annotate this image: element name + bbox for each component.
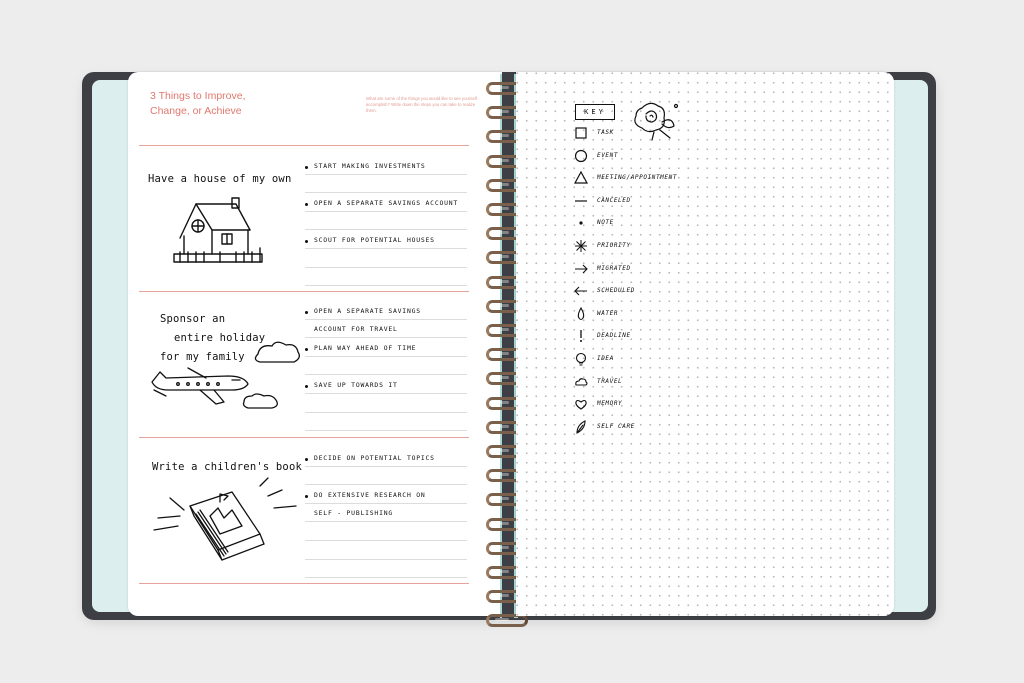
heart-icon	[573, 396, 589, 412]
section-divider	[139, 583, 469, 584]
step-row	[305, 320, 467, 339]
spiral-ring	[486, 614, 528, 627]
asterisk-icon	[573, 238, 589, 254]
key-item-label: PRIORITY	[597, 242, 631, 249]
bullet-icon	[305, 348, 308, 351]
bullet-icon	[305, 458, 308, 461]
step-text: DECIDE ON POTENTIAL TOPICS	[314, 453, 435, 462]
step-row	[305, 249, 467, 268]
step-row	[305, 357, 467, 376]
airplane-sketch	[148, 340, 303, 415]
goal-title-line: Write a children's book	[152, 461, 302, 473]
key-item-label: EVENT	[597, 151, 619, 159]
key-item-label: TRAVEL	[597, 377, 623, 385]
step-row	[305, 560, 467, 579]
step-text: ACCOUNT FOR TRAVEL	[314, 325, 398, 334]
step-row	[305, 301, 467, 320]
goal-steps	[305, 156, 467, 286]
step-text: SAVE UP TOWARDS IT	[314, 380, 398, 389]
drop-icon	[573, 306, 589, 322]
triangle-icon	[573, 170, 589, 186]
page-prompt: What are some of the things you would like to see yourself accomplish? Write down the steps you can take to realize them.	[366, 96, 478, 113]
key-item-label: CANCELED	[597, 196, 631, 204]
goal-title-line: Sponsor an	[160, 313, 226, 325]
exclamation-icon	[573, 328, 589, 344]
step-row	[305, 156, 467, 175]
step-row	[305, 375, 467, 394]
goal-title-line: Have a house of my own	[148, 173, 292, 185]
step-row	[305, 485, 467, 504]
goal-title-line: entire holiday	[174, 332, 266, 344]
inner-lining-left	[92, 80, 132, 612]
key-item	[573, 148, 723, 164]
key-item-label: TASK	[597, 129, 614, 136]
arrow-right-icon	[573, 261, 589, 277]
step-row	[305, 522, 467, 541]
section-divider	[139, 437, 469, 438]
bullet-icon	[305, 311, 308, 314]
step-row	[305, 448, 467, 467]
key-item	[573, 374, 723, 390]
page-title-line-2: Change, or Achieve	[150, 105, 242, 117]
step-text: DO EXTENSIVE RESEARCH ON	[314, 490, 426, 499]
goal-steps	[305, 448, 467, 578]
key-item	[573, 170, 723, 186]
goal-title	[148, 173, 291, 185]
key-item	[573, 238, 723, 254]
house-sketch	[170, 196, 266, 268]
key-item	[573, 125, 723, 141]
key-item-label: WATER	[597, 309, 619, 317]
step-row	[305, 413, 467, 432]
square-icon	[573, 125, 589, 141]
leaf-icon	[573, 419, 589, 435]
step-row	[305, 193, 467, 212]
key-item	[573, 419, 723, 435]
cloud-icon	[573, 374, 589, 390]
key-item	[573, 215, 723, 231]
goal-steps	[305, 301, 467, 431]
key-item-label: MIGRATED	[597, 264, 631, 272]
page-title-line-1: 3 Things to Improve,	[150, 90, 246, 102]
key-item-label: SCHEDULED	[597, 287, 635, 295]
key-item	[573, 261, 723, 277]
key-item	[573, 306, 723, 322]
key-item	[573, 193, 723, 209]
key-title: KEY	[575, 104, 615, 120]
key-item	[573, 396, 723, 412]
lightbulb-icon	[573, 351, 589, 367]
step-row	[305, 338, 467, 357]
key-item	[573, 328, 723, 344]
bullet-icon	[305, 240, 308, 243]
step-text: SELF - PUBLISHING	[314, 509, 394, 518]
section-divider	[139, 145, 469, 146]
step-row	[305, 230, 467, 249]
dash-icon	[573, 193, 589, 209]
step-row	[305, 504, 467, 523]
page-title	[150, 89, 280, 119]
key-item-label: MEMORY	[597, 400, 623, 408]
step-row	[305, 541, 467, 560]
key-item-label: NOTE	[597, 219, 614, 227]
step-text: START MAKING INVESTMENTS	[314, 161, 426, 170]
step-row	[305, 175, 467, 194]
step-row	[305, 268, 467, 287]
arrow-left-icon	[573, 283, 589, 299]
key-item	[573, 283, 723, 299]
key-item-label: IDEA	[597, 355, 614, 362]
step-text: PLAN WAY AHEAD OF TIME	[314, 343, 417, 352]
bullet-icon	[305, 385, 308, 388]
step-text: OPEN A SEPARATE SAVINGS	[314, 306, 421, 315]
key-item-label: MEETING/APPOINTMENT	[597, 174, 678, 182]
step-text: OPEN A SEPARATE SAVINGS ACCOUNT	[314, 198, 459, 207]
step-row	[305, 467, 467, 486]
section-divider	[139, 291, 469, 292]
step-text: SCOUT FOR POTENTIAL HOUSES	[314, 235, 435, 244]
bullet-icon	[305, 495, 308, 498]
goal-title	[152, 461, 302, 473]
goal-title-line: for my family	[160, 351, 245, 363]
bullet-icon	[305, 203, 308, 206]
key-item-label: DEADLINE	[597, 332, 631, 340]
bullet-icon	[305, 166, 308, 169]
key-item	[573, 351, 723, 367]
book-sketch	[150, 476, 300, 568]
step-row	[305, 212, 467, 231]
dot-icon	[573, 215, 589, 231]
circle-icon	[573, 148, 589, 164]
step-row	[305, 394, 467, 413]
key-item-label: SELF CARE	[597, 422, 635, 430]
